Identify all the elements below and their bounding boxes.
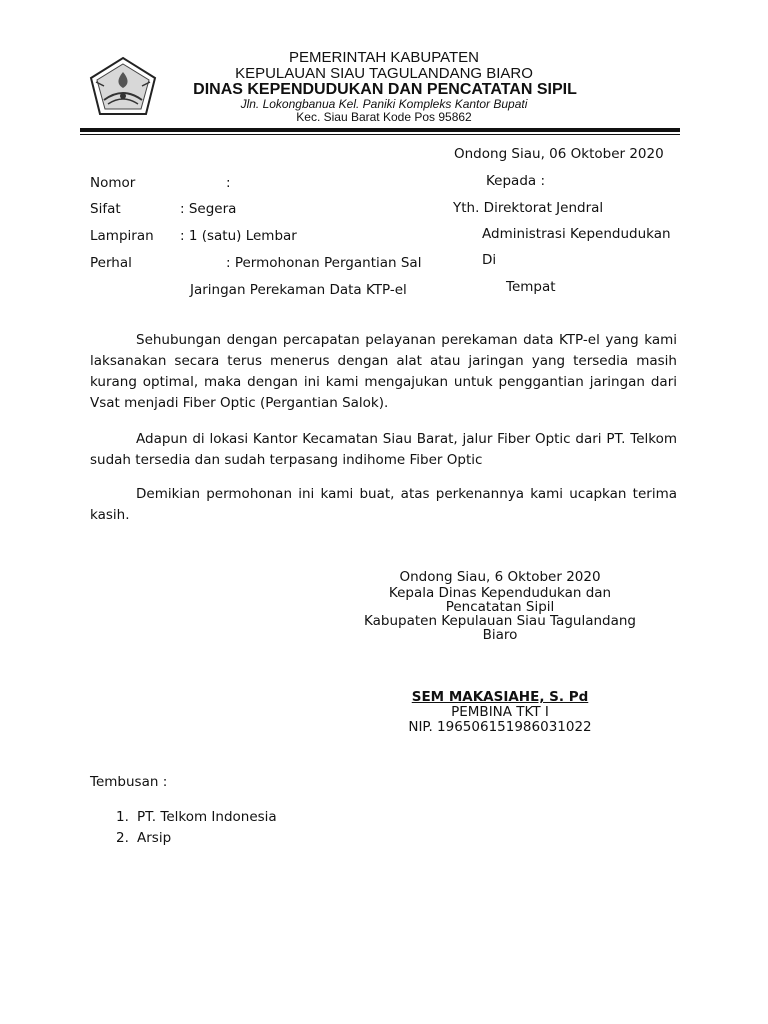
letterhead-address2: Kec. Siau Barat Kode Pos 95862	[296, 110, 472, 124]
letterhead-divider-thin	[80, 134, 680, 135]
tembusan-number-2: 2.	[116, 830, 129, 846]
nomor-value: :	[226, 175, 231, 191]
body-paragraph-3: Demikian permohonan ini kami buat, atas perkenannya kami ucapkan terima kasih.	[90, 486, 677, 523]
regency-emblem-icon	[88, 56, 158, 118]
signatory-rank: PEMBINA TKT I	[451, 704, 549, 720]
letterhead-divider-thick	[80, 128, 680, 132]
signature-title-line2: Pencatatan Sipil	[445, 599, 555, 615]
letterhead-line1: PEMERINTAH KABUPATEN	[288, 49, 480, 66]
tembusan-item: Arsip	[137, 830, 172, 846]
sifat-value: : Segera	[180, 201, 237, 217]
recipient-line1: Yth. Direktorat Jendral	[453, 200, 604, 216]
signature-title-line3: Kabupaten Kepulauan Siau Tagulandang	[363, 613, 636, 629]
tembusan-item: PT. Telkom Indonesia	[137, 809, 277, 825]
recipient-line3: Di	[482, 252, 497, 268]
signature-date: Ondong Siau, 6 Oktober 2020	[399, 569, 601, 585]
body-paragraph-2: Adapun di lokasi Kantor Kecamatan Siau Barat, jalur Fiber Optic dari PT. Telkom sudah tersedia dan sudah terpasang indihome Fiber Optic	[90, 431, 677, 468]
body-paragraph-1: Sehubungan dengan percapatan pelayanan perekaman data KTP-el yang kami laksanakan secara terus menerus dengan alat atau jaringan yang tersedia masih kurang optimal, maka dengan ini kami mengajukan untuk penggantian jaringan dari Vsat menjadi Fiber Optic (Pergantian Salok).	[90, 332, 677, 411]
letterhead-line2: KEPULAUAN SIAU TAGULANDANG BIARO	[235, 65, 533, 82]
recipient-line4: Tempat	[506, 279, 556, 295]
signatory-name: SEM MAKASIAHE, S. Pd	[411, 689, 589, 705]
signature-title-line4: Biaro	[482, 627, 518, 643]
perihal-label: Perhal	[90, 255, 132, 271]
perihal-value: : Permohonan Pergantian Sal	[226, 255, 422, 271]
sifat-label: Sifat	[90, 201, 121, 217]
place-date: Ondong Siau, 06 Oktober 2020	[454, 146, 664, 162]
recipient-line2: Administrasi Kependudukan	[482, 226, 671, 242]
tembusan-label: Tembusan :	[90, 774, 168, 790]
lampiran-value: : 1 (satu) Lembar	[180, 228, 297, 244]
recipient-kepada: Kepada :	[486, 173, 546, 189]
tembusan-number-1: 1.	[116, 809, 129, 825]
lampiran-label: Lampiran	[90, 228, 154, 244]
signature-title-line1: Kepala Dinas Kependudukan dan	[388, 585, 612, 601]
signatory-nip: NIP. 196506151986031022	[408, 719, 592, 735]
nomor-label: Nomor	[90, 175, 136, 191]
letterhead-agency-name: DINAS KEPENDUDUKAN DAN PENCATATAN SIPIL	[193, 81, 577, 98]
letterhead-address1: Jln. Lokongbanua Kel. Paniki Kompleks Kantor Bupati	[240, 97, 528, 111]
perihal-value-continued: Jaringan Perekaman Data KTP-el	[190, 282, 407, 298]
